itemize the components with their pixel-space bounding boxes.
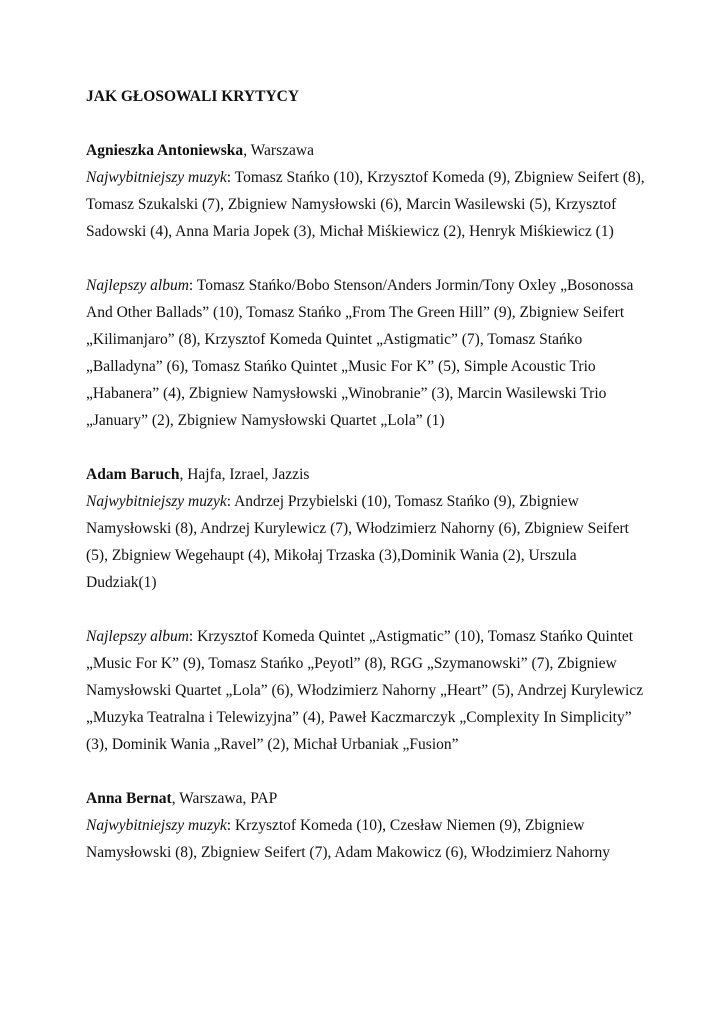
critic-affiliation: , Hajfa, Izrael, Jazzis (179, 466, 310, 483)
document-body (86, 83, 646, 893)
musician-label: Najwybitniejszy muzyk (86, 169, 227, 186)
critic-musician-vote (86, 137, 646, 245)
critic-album-vote (86, 623, 646, 758)
critic-name: Anna Bernat (86, 790, 172, 807)
document-title: JAK GŁOSOWALI KRYTYCY (86, 88, 300, 105)
musician-list: : Krzysztof Komeda (10), Czesław Niemen (9), Zbigniew Namysłowski (8), Zbigniew Seifert (7), Adam Makowicz (6), Włodzimierz Nahorny (86, 817, 610, 861)
critic-name: Agnieszka Antoniewska (86, 142, 244, 159)
critic-name: Adam Baruch (86, 466, 180, 483)
album-list: : Krzysztof Komeda Quintet „Astigmatic” (10), Tomasz Stańko Quintet „Music For K” (9), Tomasz Stańko „Peyotl” (8), RGG „Szymanowski” (7), Zbigniew Namysłowski Quartet „Lola” (6), Włodzimierz Nahorny „Heart” (5), Andrzej Kurylewicz „Muzyka Teatralna i Telewizyjna” (4), Paweł Kaczmarczyk „Complexity In Simplicity” (3), Dominik Wania „Ravel” (2), Michał Urbaniak „Fusion” (86, 628, 644, 753)
critic-entry-baruch (86, 461, 646, 758)
musician-label: Najwybitniejszy muzyk (86, 817, 227, 834)
musician-list: : Andrzej Przybielski (10), Tomasz Stańko (9), Zbigniew Namysłowski (8), Andrzej Kurylewicz (7), Włodzimierz Nahorny (6), Zbigniew Seifert (5), Zbigniew Wegehaupt (4), Mikołaj Trzaska (3),Dominik Wania (2), Urszula Dudziak(1) (86, 493, 629, 591)
critic-entry-bernat (86, 785, 646, 866)
critic-musician-vote (86, 785, 646, 866)
critic-entry-antoniewska (86, 137, 646, 434)
critic-affiliation: , Warszawa, PAP (171, 790, 278, 807)
critic-musician-vote (86, 461, 646, 596)
album-list: : Tomasz Stańko/Bobo Stenson/Anders Jormin/Tony Oxley „Bosonossa And Other Ballads” (10), Tomasz Stańko „From The Green Hill” (9), Zbigniew Seifert „Kilimanjaro” (8), Krzysztof Komeda Quintet „Astigmatic” (7), Tomasz Stańko „Balladyna” (6), Tomasz Stańko Quintet „Music For K” (5), Simple Acoustic Trio „Habanera” (4), Zbigniew Namysłowski „Winobranie” (3), Marcin Wasilewski Trio „January” (2), Zbigniew Namysłowski Quartet „Lola” (1) (86, 277, 634, 429)
album-label: Najlepszy album (86, 277, 189, 294)
musician-label: Najwybitniejszy muzyk (86, 493, 227, 510)
musician-list: : Tomasz Stańko (10), Krzysztof Komeda (9), Zbigniew Seifert (8), Tomasz Szukalski (7), Zbigniew Namysłowski (6), Marcin Wasilewski (5), Krzysztof Sadowski (4), Anna Maria Jopek (3), Michał Miśkiewicz (2), Henryk Miśkiewicz (1) (86, 169, 645, 240)
critic-affiliation: , Warszawa (243, 142, 314, 159)
album-label: Najlepszy album (86, 628, 189, 645)
critic-album-vote (86, 272, 646, 434)
